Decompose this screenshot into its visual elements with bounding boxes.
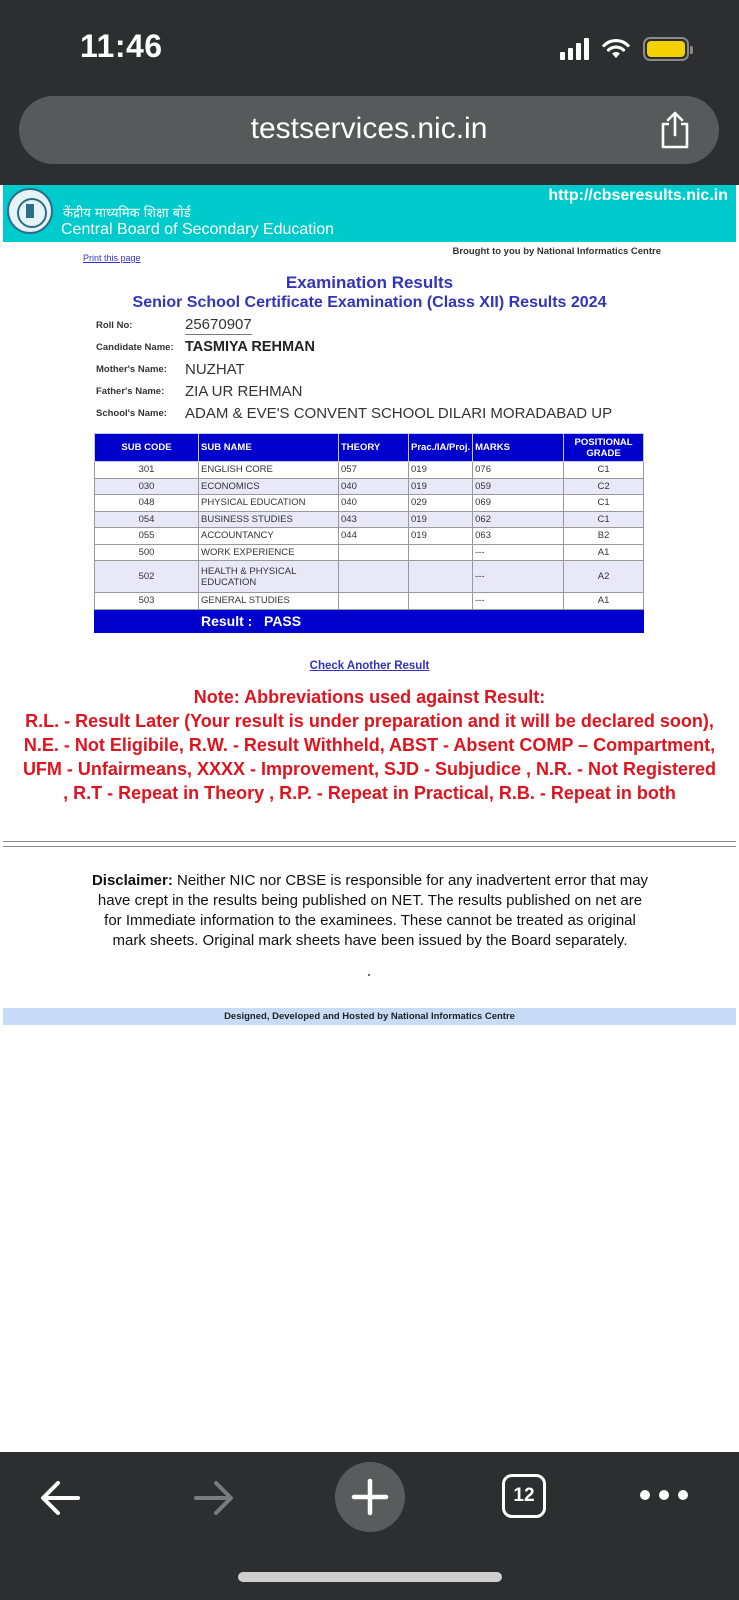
marks-cell: 076 xyxy=(473,462,564,479)
father-name-value: ZIA UR REHMAN xyxy=(185,382,303,400)
results-header-row xyxy=(95,434,644,462)
candidate-name-value: TASMIYA REHMAN xyxy=(185,339,315,355)
cbse-logo-icon xyxy=(7,188,53,234)
theory-cell: 040 xyxy=(339,495,409,512)
prac-cell: 019 xyxy=(409,462,473,479)
divider-top xyxy=(3,841,736,842)
grade-cell: C1 xyxy=(564,462,644,479)
header-sub-code: SUB CODE xyxy=(95,434,199,462)
result-value: PASS xyxy=(264,612,302,629)
sub-name-cell: GENERAL STUDIES xyxy=(199,593,339,610)
header-theory: THEORY xyxy=(339,434,409,462)
table-row xyxy=(95,544,644,561)
note-body: R.L. - Result Later (Your result is under preparation and it will be declared soon), N.E. - Not Eligibile, R.W. - Result Withheld, ABST - Absent COMP – Compartment, UFM - Unfairmeans, XXXX - Improvement, SJD - Subjudice , N.R. - Not Registered , R.T - Repeat in Theory , R.P. - Repeat in Practical, R.B. - Repeat in both xyxy=(22,711,717,803)
grade-cell: C1 xyxy=(564,511,644,528)
divider-bottom xyxy=(3,846,736,847)
marks-cell: 059 xyxy=(473,478,564,495)
sub-code-cell: 301 xyxy=(95,462,199,479)
brought-by-text: Brought to you by National Informatics Centre xyxy=(452,246,661,257)
wifi-icon xyxy=(601,38,631,60)
disclaimer xyxy=(90,871,650,951)
father-name-row xyxy=(96,381,303,401)
sub-name-cell: ACCOUNTANCY xyxy=(199,528,339,545)
result-cell xyxy=(199,609,644,632)
result-spacer xyxy=(95,609,199,632)
check-another-result-link[interactable]: Check Another Result xyxy=(309,660,430,672)
sub-name-cell: ENGLISH CORE xyxy=(199,462,339,479)
result-label: Result : xyxy=(201,612,253,629)
battery-icon xyxy=(643,37,689,61)
table-row xyxy=(95,561,644,593)
site-url: http://cbseresults.nic.in xyxy=(548,187,728,204)
sub-name-cell: ECONOMICS xyxy=(199,478,339,495)
browser-top-bar xyxy=(0,0,739,185)
sub-name-cell: PHYSICAL EDUCATION xyxy=(199,495,339,512)
grade-cell: A1 xyxy=(564,593,644,610)
results-table xyxy=(94,433,644,633)
sub-code-cell: 055 xyxy=(95,528,199,545)
dot-divider xyxy=(368,974,370,976)
address-bar[interactable] xyxy=(19,96,719,164)
mother-name-row xyxy=(96,359,245,379)
sub-code-cell: 054 xyxy=(95,511,199,528)
school-name-label: School's Name: xyxy=(96,407,167,419)
mother-name-value: NUZHAT xyxy=(185,360,245,378)
tabs-count-button[interactable]: 12 xyxy=(502,1474,546,1518)
table-row xyxy=(95,593,644,610)
marks-cell: --- xyxy=(473,561,564,593)
disclaimer-text: Neither NIC nor CBSE is responsible for any inadvertent error that may have crept in the results being published on NET. The results published on net are for Immediate information to the examinees. These cannot be treated as original mark sheets. Original mark sheets have been issued by the Board separately. xyxy=(97,872,649,949)
url-text: testservices.nic.in xyxy=(250,112,488,145)
school-name-value: ADAM & EVE'S CONVENT SCHOOL DILARI MORADABAD UP xyxy=(185,404,613,422)
exam-title: Examination Results xyxy=(285,273,454,292)
abbreviations-note xyxy=(20,685,719,805)
disclaimer-label: Disclaimer: xyxy=(91,872,173,889)
footer-credit: Designed, Developed and Hosted by National Informatics Centre xyxy=(3,1008,736,1025)
exam-subtitle: Senior School Certificate Examination (Class XII) Results 2024 xyxy=(132,294,607,311)
roll-number-row xyxy=(96,315,252,335)
header-prac: Prac./IA/Proj. xyxy=(409,434,473,462)
sub-name-cell: WORK EXPERIENCE xyxy=(199,544,339,561)
grade-cell: C1 xyxy=(564,495,644,512)
sub-name-cell: HEALTH & PHYSICAL EDUCATION xyxy=(199,561,339,593)
home-indicator xyxy=(238,1572,502,1582)
back-arrow-icon[interactable] xyxy=(38,1478,82,1518)
candidate-name-row xyxy=(96,337,315,357)
prac-cell: 019 xyxy=(409,478,473,495)
new-tab-button[interactable] xyxy=(335,1462,405,1532)
share-icon[interactable] xyxy=(657,110,693,150)
marks-cell: --- xyxy=(473,593,564,610)
note-title: Note: Abbreviations used against Result: xyxy=(193,687,546,707)
cbse-header-band xyxy=(3,185,736,242)
sub-code-cell: 030 xyxy=(95,478,199,495)
theory-cell: 040 xyxy=(339,478,409,495)
prac-cell xyxy=(409,544,473,561)
theory-cell xyxy=(339,561,409,593)
prac-cell: 019 xyxy=(409,511,473,528)
mother-name-label: Mother's Name: xyxy=(96,363,167,375)
school-name-row xyxy=(96,403,612,423)
header-grade: POSITIONAL GRADE xyxy=(564,434,644,462)
header-sub-name: SUB NAME xyxy=(199,434,339,462)
status-icons xyxy=(560,36,689,62)
marks-cell: --- xyxy=(473,544,564,561)
board-name-english: Central Board of Secondary Education xyxy=(61,221,335,238)
sub-name-cell: BUSINESS STUDIES xyxy=(199,511,339,528)
status-time: 11:46 xyxy=(80,28,163,64)
prac-cell xyxy=(409,561,473,593)
prac-cell xyxy=(409,593,473,610)
roll-number-value: 25670907 xyxy=(185,315,252,333)
theory-cell: 057 xyxy=(339,462,409,479)
sub-code-cell: 048 xyxy=(95,495,199,512)
theory-cell: 044 xyxy=(339,528,409,545)
forward-arrow-icon[interactable] xyxy=(192,1478,236,1518)
plus-icon xyxy=(335,1462,405,1532)
board-name-hindi: केंद्रीय माध्यमिक शिक्षा बोर्ड xyxy=(63,206,191,221)
print-page-link[interactable]: Print this page xyxy=(83,253,141,263)
marks-cell: 069 xyxy=(473,495,564,512)
grade-cell: A1 xyxy=(564,544,644,561)
more-options-icon[interactable] xyxy=(640,1490,688,1502)
result-row xyxy=(95,609,644,632)
theory-cell xyxy=(339,544,409,561)
grade-cell: C2 xyxy=(564,478,644,495)
header-marks: MARKS xyxy=(473,434,564,462)
sub-code-cell: 503 xyxy=(95,593,199,610)
roll-number-label: Roll No: xyxy=(96,319,133,331)
table-row xyxy=(95,478,644,495)
table-row xyxy=(95,495,644,512)
theory-cell: 043 xyxy=(339,511,409,528)
grade-cell: B2 xyxy=(564,528,644,545)
table-row xyxy=(95,528,644,545)
prac-cell: 019 xyxy=(409,528,473,545)
sub-code-cell: 500 xyxy=(95,544,199,561)
prac-cell: 029 xyxy=(409,495,473,512)
sub-code-cell: 502 xyxy=(95,561,199,593)
candidate-name-label: Candidate Name: xyxy=(96,341,174,353)
theory-cell xyxy=(339,593,409,610)
marks-cell: 063 xyxy=(473,528,564,545)
grade-cell: A2 xyxy=(564,561,644,593)
marks-cell: 062 xyxy=(473,511,564,528)
father-name-label: Father's Name: xyxy=(96,385,165,397)
table-row xyxy=(95,511,644,528)
table-row xyxy=(95,462,644,479)
cellular-signal-icon xyxy=(560,38,589,60)
